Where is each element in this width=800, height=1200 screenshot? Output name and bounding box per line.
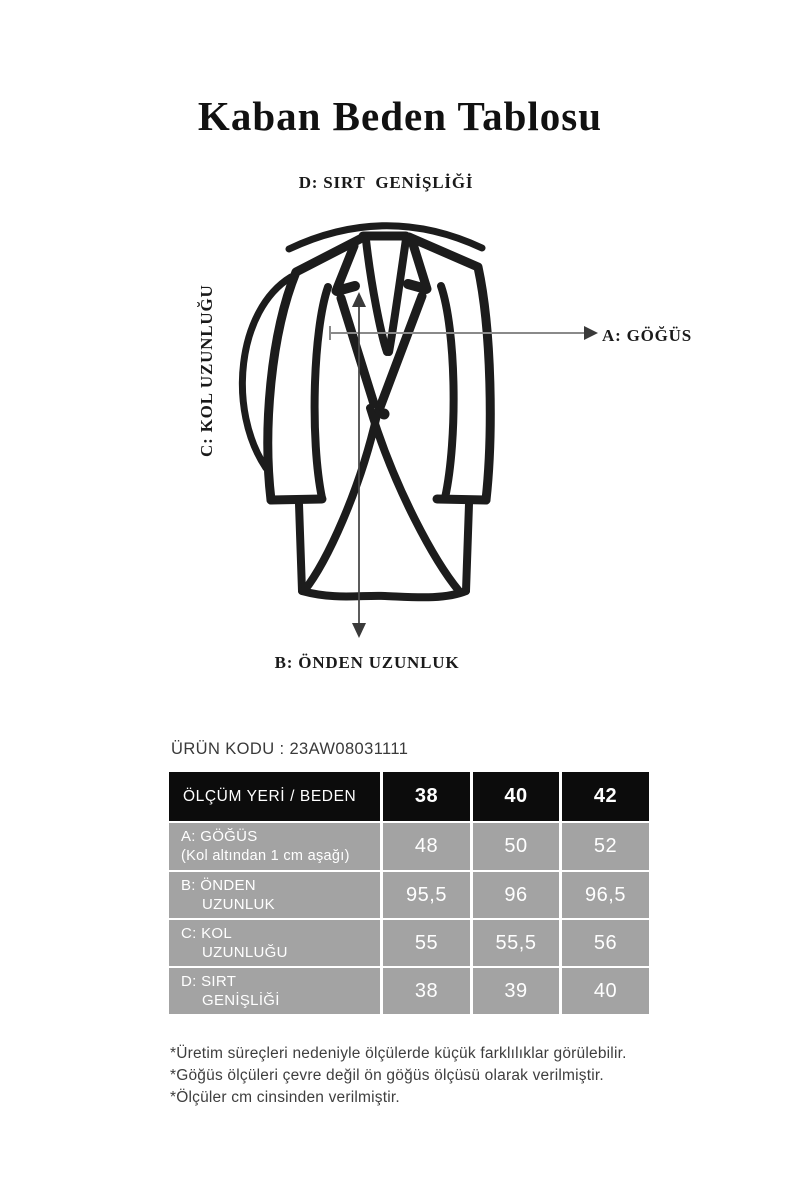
table-cell: 48 [383,823,470,870]
sleeve-length-label: C: KOL UZUNLUĞU [197,284,216,457]
front-length-label: B: ÖNDEN UZUNLUK [274,653,460,672]
table-header-measure-place: ÖLÇÜM YERİ / BEDEN [169,772,380,821]
table-header-size-40: 40 [473,772,559,821]
table-cell: 38 [383,968,470,1014]
table-header-size-38: 38 [383,772,470,821]
table-cell: 96,5 [562,872,649,918]
table-cell: 55,5 [473,920,559,966]
table-cell: 96 [473,872,559,918]
table-header-size-42: 42 [562,772,649,821]
coat-button [379,409,390,420]
up-arrowhead-icon [352,292,366,307]
size-table [169,772,649,1014]
product-code: ÜRÜN KODU : 23AW08031111 [171,740,409,758]
table-cell: 56 [562,920,649,966]
table-cell: 40 [562,968,649,1014]
table-cell: 95,5 [383,872,470,918]
footnote: *Ölçüler cm cinsinden verilmiştir. [170,1089,400,1106]
table-row-label-sleeve-length: C: KOL UZUNLUĞU [169,920,380,966]
back-width-label: D: SIRT GENİŞLİĞİ [298,173,474,192]
table-cell: 39 [473,968,559,1014]
coat-illustration [140,190,660,660]
table-cell: 50 [473,823,559,870]
page-title: Kaban Beden Tablosu [197,93,603,139]
table-row-label-front-length: B: ÖNDEN UZUNLUK [169,872,380,918]
table-row-label-back-width: D: SIRT GENİŞLİĞİ [169,968,380,1014]
footnotes [170,1043,627,1109]
footnote: *Üretim süreçleri nedeniyle ölçülerde küçük farklılıklar görülebilir. [170,1045,627,1062]
down-arrowhead-icon [352,623,366,638]
chest-label: A: GÖĞÜS [602,326,692,345]
chest-measure-arrow [330,326,598,340]
table-row-label-chest: A: GÖĞÜS (Kol altından 1 cm aşağı) [169,823,380,870]
table-cell: 55 [383,920,470,966]
coat-drawing [242,226,490,598]
right-arrowhead-icon [584,326,598,340]
footnote: *Göğüs ölçüleri çevre değil ön göğüs ölçüsü olarak verilmiştir. [170,1067,604,1084]
table-cell: 52 [562,823,649,870]
